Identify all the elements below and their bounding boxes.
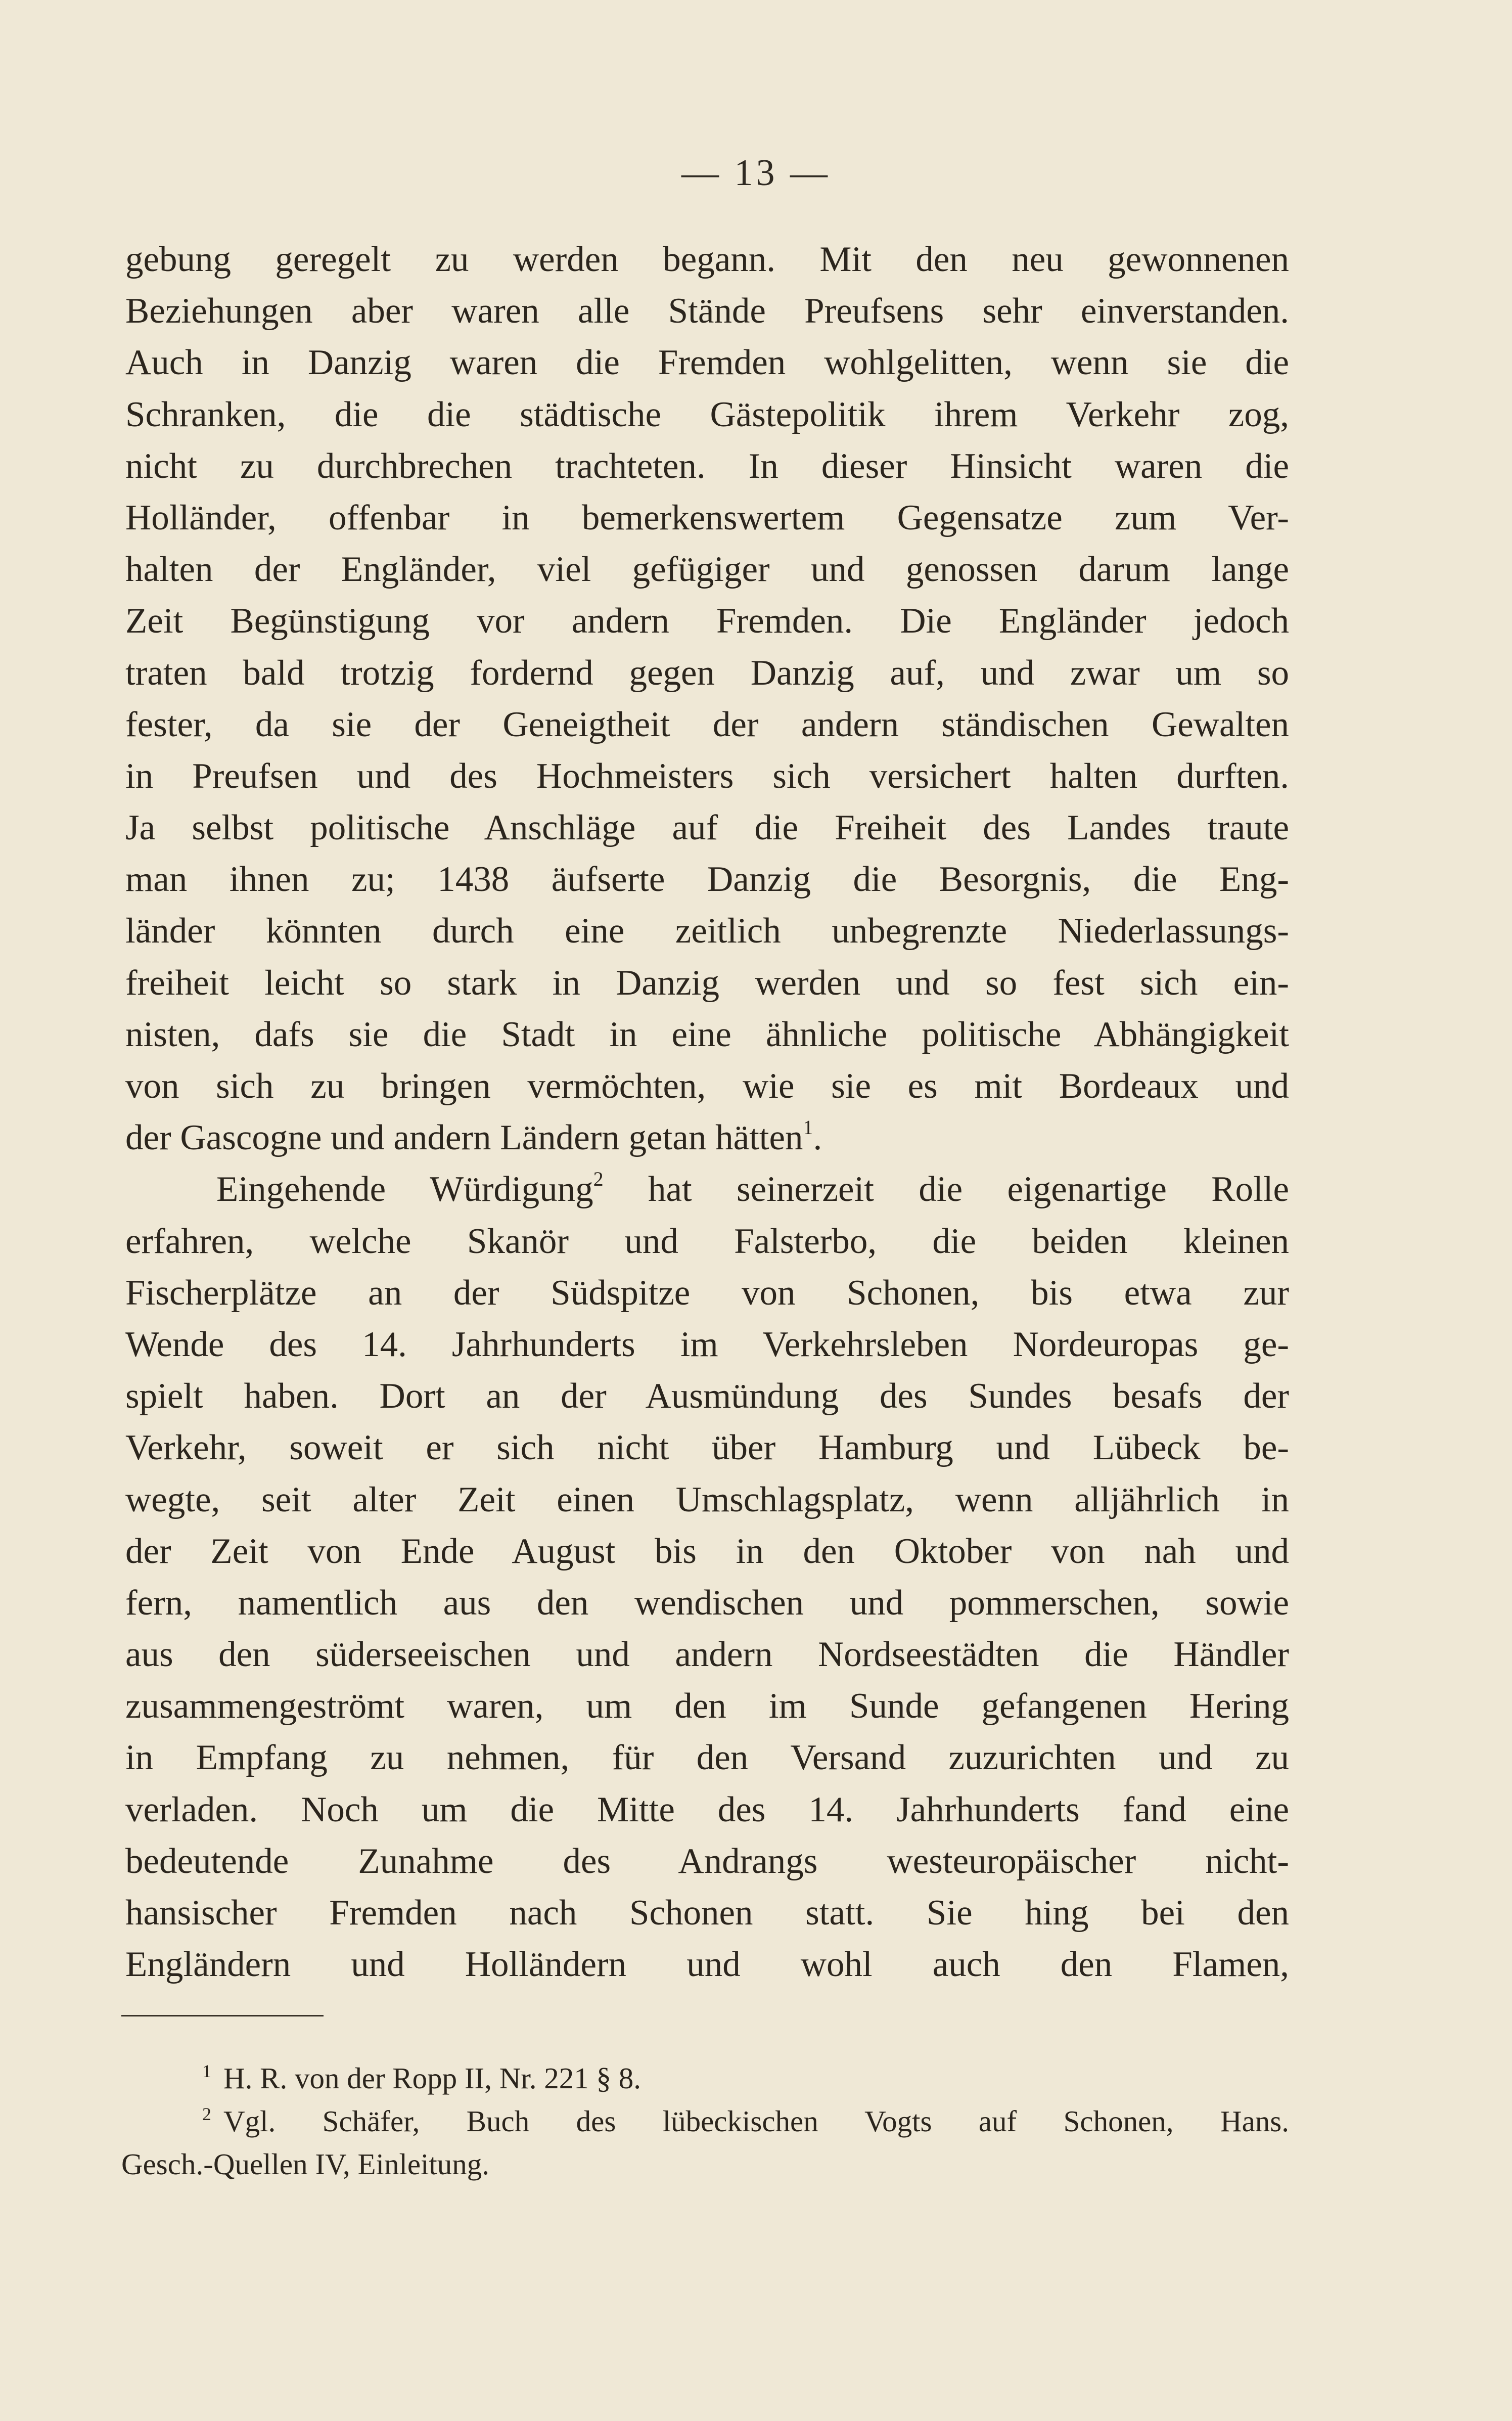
text-line-tail: hat seinerzeit die eigenartige Rolle — [603, 1170, 1289, 1209]
text-line-content: in Preufsen und des Hochmeisters sich versichert halten durften. — [125, 756, 1289, 796]
text-line — [125, 905, 1289, 957]
text-line-content: verladen. Noch um die Mitte des 14. Jahrhunderts fand eine — [125, 1789, 1289, 1829]
text-line-content: aus den süderseeischen und andern Nordseestädten die Händler — [125, 1635, 1289, 1675]
text-line-content: Holländer, offenbar in bemerkenswertem Gegensatze zum Ver- — [125, 498, 1289, 537]
text-line — [125, 1939, 1289, 1990]
footnotes — [121, 2057, 1289, 2186]
text-line-content: Fischerplätze an der Südspitze von Schonen, bis etwa zur — [125, 1273, 1289, 1313]
text-line — [125, 544, 1289, 595]
text-line — [125, 1680, 1289, 1732]
text-line-content: man ihnen zu; 1438 äufserte Danzig die Besorgnis, die Eng- — [125, 860, 1289, 900]
text-line — [125, 492, 1289, 544]
text-line-content: Ja selbst politische Anschläge auf die Freiheit des Landes traute — [125, 808, 1289, 848]
text-line-content: Eingehende Würdigung — [216, 1170, 593, 1209]
text-line-content: bedeutende Zunahme des Andrangs westeuropäischer nicht- — [125, 1841, 1289, 1881]
footnote-divider — [121, 2015, 324, 2016]
text-line — [125, 957, 1289, 1009]
text-line-content: nisten, dafs sie die Stadt in eine ähnliche politische Abhängigkeit — [125, 1014, 1289, 1054]
text-line-content: zusammengeströmt waren, um den im Sunde gefangenen Hering — [125, 1686, 1289, 1726]
text-line-content: spielt haben. Dort an der Ausmündung des Sundes besafs der — [125, 1376, 1289, 1416]
text-line-content: gebung geregelt zu werden begann. Mit den neu gewonnenen — [125, 240, 1289, 279]
text-line — [125, 1887, 1289, 1939]
text-line — [125, 1216, 1289, 1267]
text-line — [125, 1163, 1289, 1215]
text-line-content: freiheit leicht so stark in Danzig werden und so fest sich ein- — [125, 963, 1289, 1003]
text-line-content: hansischer Fremden nach Schonen statt. Sie hing bei den — [125, 1893, 1289, 1933]
text-line — [125, 1526, 1289, 1577]
text-line-content: fester, da sie der Geneigtheit der andern ständischen Gewalten — [125, 704, 1289, 744]
text-line-content: der Zeit von Ende August bis in den Oktober von nah und — [125, 1531, 1289, 1571]
text-line — [125, 1009, 1289, 1060]
text-line — [125, 1422, 1289, 1473]
text-line-content: Auch in Danzig waren die Fremden wohlgelitten, wenn sie die — [125, 343, 1289, 383]
text-line — [125, 440, 1289, 492]
text-line-content: von sich zu bringen vermöchten, wie sie es mit Bordeaux und — [125, 1066, 1289, 1106]
text-line — [125, 1112, 1289, 1163]
text-line — [125, 1370, 1289, 1422]
text-line — [125, 389, 1289, 440]
text-line-content: nicht zu durchbrechen trachteten. In dieser Hinsicht waren die — [125, 446, 1289, 486]
footnote-text: Vgl. Schäfer, Buch des lübeckischen Vogts auf Schonen, Hans. — [223, 2104, 1289, 2138]
text-line-content: traten bald trotzig fordernd gegen Danzig auf, und zwar um so — [125, 653, 1289, 693]
text-line-content: in Empfang zu nehmen, für den Versand zuzurichten und zu — [125, 1738, 1289, 1778]
text-line — [125, 1835, 1289, 1887]
text-line — [125, 802, 1289, 854]
text-line — [125, 699, 1289, 750]
text-line — [125, 285, 1289, 337]
main-text — [125, 234, 1289, 1990]
text-line — [125, 1060, 1289, 1112]
text-line-content: Beziehungen aber waren alle Stände Preufsens sehr einverstanden. — [125, 291, 1289, 331]
text-line-tail: . — [813, 1118, 822, 1158]
text-line-content: Schranken, die die städtische Gästepolitik ihrem Verkehr zog, — [125, 394, 1289, 434]
text-line — [125, 595, 1289, 647]
text-line-content: Wende des 14. Jahrhunderts im Verkehrsleben Nordeuropas ge- — [125, 1324, 1289, 1364]
text-line — [125, 337, 1289, 388]
footnote-line — [121, 2100, 1289, 2143]
footnote-text: H. R. von der Ropp II, Nr. 221 § 8. — [223, 2061, 641, 2095]
text-line — [125, 854, 1289, 905]
text-line — [125, 750, 1289, 802]
text-line-content: fern, namentlich aus den wendischen und pommerschen, sowie — [125, 1583, 1289, 1623]
page-number: — 13 — — [681, 152, 831, 194]
footnote-mark: 2 — [202, 2104, 211, 2124]
text-line-content: halten der Engländer, viel gefügiger und genossen darum lange — [125, 550, 1289, 590]
text-line — [125, 234, 1289, 285]
text-line-content: Verkehr, soweit er sich nicht über Hamburg und Lübeck be- — [125, 1428, 1289, 1468]
text-line-content: erfahren, welche Skanör und Falsterbo, die beiden kleinen — [125, 1221, 1289, 1261]
text-line — [125, 1629, 1289, 1680]
text-line-content: Engländern und Holländern und wohl auch den Flamen, — [125, 1945, 1289, 1985]
footnote-text: Gesch.-Quellen IV, Einleitung. — [121, 2147, 490, 2181]
footnote-mark: 1 — [202, 2061, 211, 2081]
text-line — [125, 1577, 1289, 1629]
footnote-line — [121, 2143, 1289, 2186]
text-line — [125, 1267, 1289, 1319]
text-line — [125, 1319, 1289, 1370]
text-line — [125, 1732, 1289, 1783]
footnote-reference: 2 — [593, 1168, 604, 1191]
text-line — [125, 647, 1289, 699]
text-line-content: Zeit Begünstigung vor andern Fremden. Die Engländer jedoch — [125, 601, 1289, 641]
text-line-content: der Gascogne und andern Ländern getan hätten — [125, 1118, 803, 1158]
text-line-content: wegte, seit alter Zeit einen Umschlagsplatz, wenn alljährlich in — [125, 1480, 1289, 1519]
footnote-reference: 1 — [803, 1116, 813, 1139]
text-line — [125, 1474, 1289, 1526]
footnote-line — [121, 2057, 1289, 2100]
text-line-content: länder könnten durch eine zeitlich unbegrenzte Niederlassungs- — [125, 911, 1289, 951]
text-line — [125, 1784, 1289, 1835]
